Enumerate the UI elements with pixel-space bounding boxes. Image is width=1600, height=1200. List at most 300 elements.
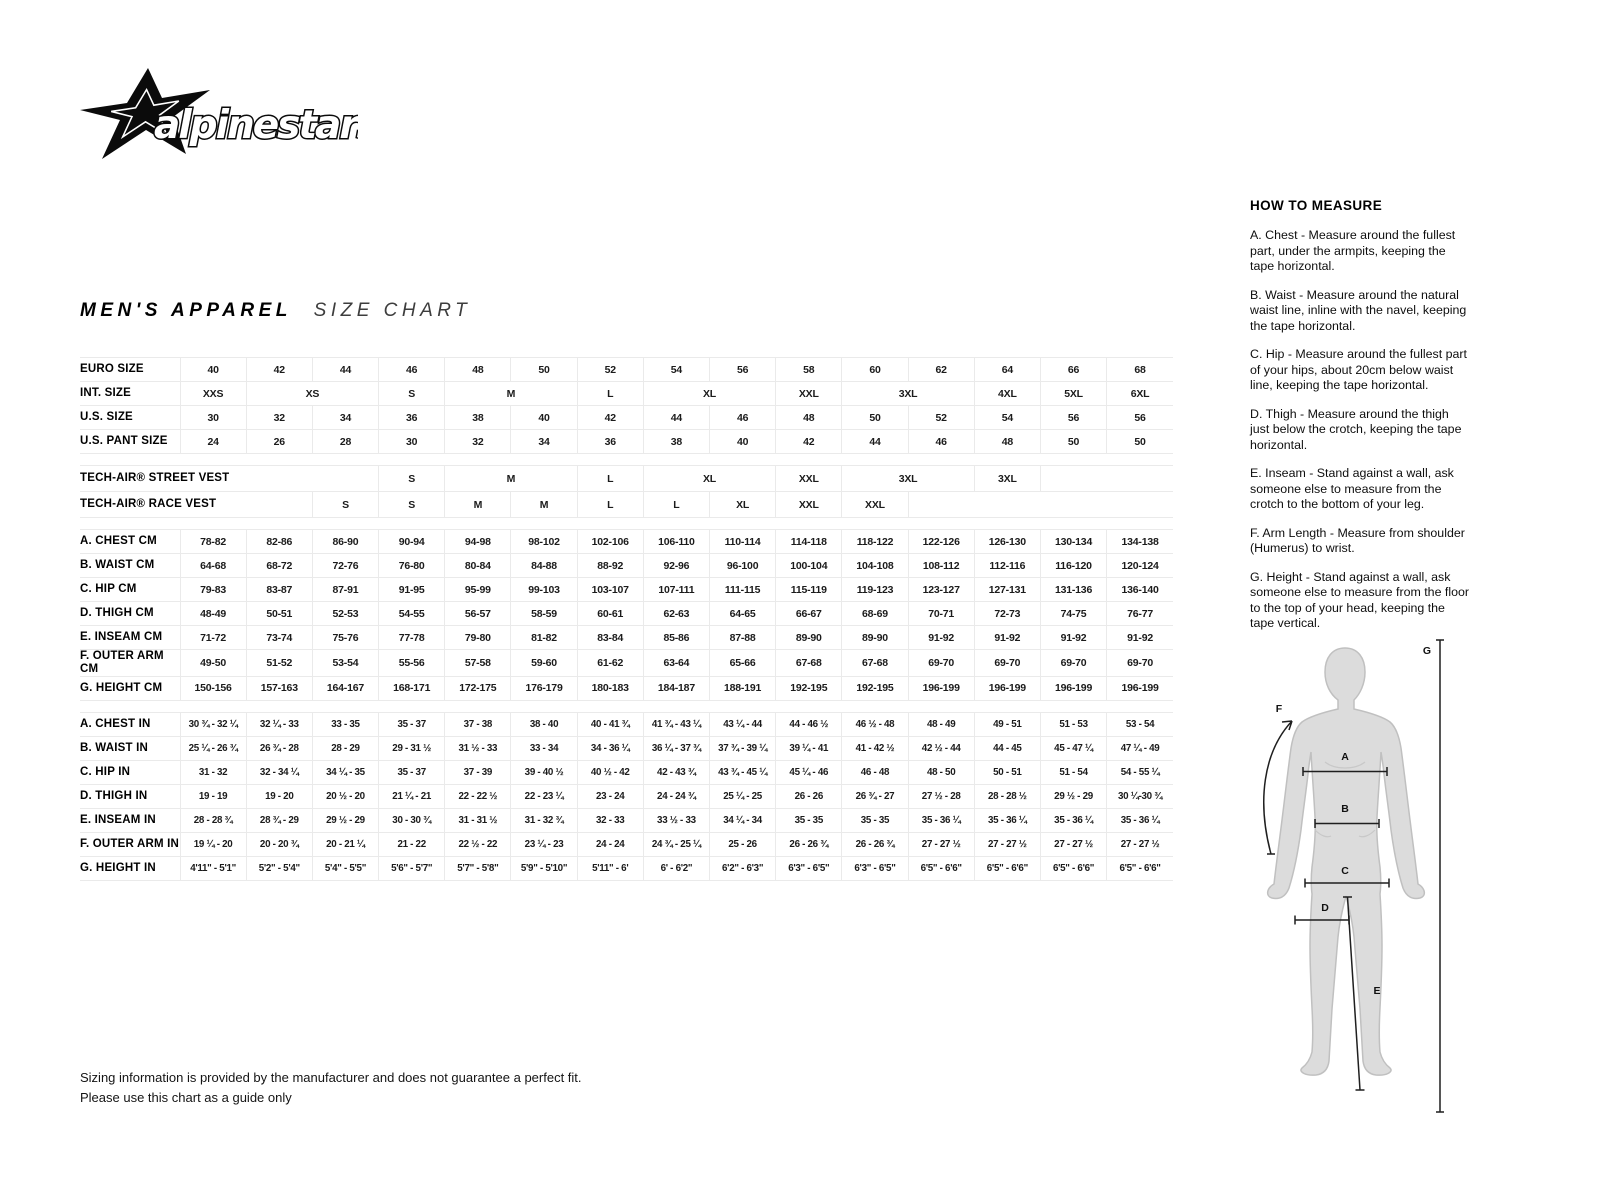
size-cell: L [577, 382, 643, 406]
size-cell: 6'5" - 6'6" [1107, 856, 1173, 880]
size-cell: 44 - 45 [974, 736, 1040, 760]
size-cell: 91-92 [974, 626, 1040, 650]
size-cell: 53-54 [312, 650, 378, 677]
size-cell: 91-95 [379, 578, 445, 602]
size-cell: 5'9" - 5'10" [511, 856, 577, 880]
size-cell: 49 - 51 [974, 712, 1040, 736]
size-cell: 32 [445, 430, 511, 454]
size-cell: 27 - 27 ½ [1107, 832, 1173, 856]
size-cell: 76-77 [1107, 602, 1173, 626]
size-cell: 54-55 [379, 602, 445, 626]
size-cell: 6XL [1107, 382, 1173, 406]
size-cell: 48 [445, 358, 511, 382]
size-cell: 34 - 36 ¼ [577, 736, 643, 760]
size-cell: 43 ¼ - 44 [710, 712, 776, 736]
size-cell: 27 - 27 ½ [908, 832, 974, 856]
size-cell: 20 - 21 ¼ [312, 832, 378, 856]
size-cell: 34 ¼ - 34 [710, 808, 776, 832]
size-cell: 100-104 [776, 554, 842, 578]
size-cell: 3XL [842, 466, 974, 492]
size-cell: 5'6" - 5'7" [379, 856, 445, 880]
table-row [80, 554, 1173, 578]
row-label: B. WAIST CM [80, 559, 155, 572]
size-cell: 26 ¾ - 27 [842, 784, 908, 808]
size-cell: 120-124 [1107, 554, 1173, 578]
size-cell: 34 ¼ - 35 [312, 760, 378, 784]
size-cell: 79-83 [180, 578, 246, 602]
size-cell: 91-92 [1040, 626, 1106, 650]
size-cell: 5'4" - 5'5" [312, 856, 378, 880]
size-cell: 48 [974, 430, 1040, 454]
size-cell: 56 [1040, 406, 1106, 430]
size-cell: 80-84 [445, 554, 511, 578]
size-cell: 6'5" - 6'6" [974, 856, 1040, 880]
table-row [80, 712, 1173, 736]
size-cell: 61-62 [577, 650, 643, 677]
size-cell: 81-82 [511, 626, 577, 650]
page-title-secondary: SIZE CHART [313, 300, 472, 321]
size-cell: 118-122 [842, 530, 908, 554]
size-cell: 35 - 37 [379, 712, 445, 736]
size-cell: 50 [842, 406, 908, 430]
size-cell: 54 [643, 358, 709, 382]
size-cell: 20 - 20 ¾ [246, 832, 312, 856]
footer-line-2: Please use this chart as a guide only [80, 1089, 292, 1105]
size-cell: 48 - 49 [908, 712, 974, 736]
size-cell: 122-126 [908, 530, 974, 554]
size-cell: XS [246, 382, 378, 406]
size-cell: 115-119 [776, 578, 842, 602]
measure-instruction: A. Chest - Measure around the fullest part, under the armpits, keeping the tape horizontal. [1250, 228, 1456, 273]
size-cell: 60 [842, 358, 908, 382]
size-cell: 89-90 [776, 626, 842, 650]
size-cell: 32 ¼ - 33 [246, 712, 312, 736]
size-cell: 33 ½ - 33 [643, 808, 709, 832]
label-waist: B [1341, 803, 1349, 815]
size-cell: XXL [842, 492, 908, 518]
size-cell: 51 - 54 [1040, 760, 1106, 784]
size-cell: 87-88 [710, 626, 776, 650]
size-cell: 136-140 [1107, 578, 1173, 602]
size-cell: 168-171 [379, 676, 445, 700]
size-cell: S [379, 466, 445, 492]
size-cell: 3XL [974, 466, 1040, 492]
size-cell: 75-76 [312, 626, 378, 650]
size-cell: 69-70 [1040, 650, 1106, 677]
how-to-measure-heading: HOW TO MEASURE [1250, 198, 1383, 213]
size-cell: XL [643, 382, 775, 406]
size-cell [908, 492, 1173, 518]
size-cell: 95-99 [445, 578, 511, 602]
body-figure-icon [1243, 612, 1453, 1122]
size-cell: 26 - 26 ¾ [776, 832, 842, 856]
size-cell: 32 [246, 406, 312, 430]
row-label: C. HIP CM [80, 583, 137, 596]
size-cell: 58-59 [511, 602, 577, 626]
size-cell: 3XL [842, 382, 974, 406]
size-cell: 26 [246, 430, 312, 454]
table-row [80, 626, 1173, 650]
table-group-tech-air-vests [80, 465, 1173, 518]
size-cell: 102-106 [577, 530, 643, 554]
row-label: B. WAIST IN [80, 741, 149, 754]
size-cell: XXL [776, 492, 842, 518]
size-cell: 41 ¾ - 43 ¼ [643, 712, 709, 736]
row-label: E. INSEAM IN [80, 813, 156, 826]
size-cell: 96-100 [710, 554, 776, 578]
alpinestars-logo-graphic [78, 66, 358, 162]
size-cell: 66-67 [776, 602, 842, 626]
size-cell: XL [643, 466, 775, 492]
size-cell: 44 [312, 358, 378, 382]
size-cell: 126-130 [974, 530, 1040, 554]
table-row [80, 832, 1173, 856]
size-cell: 32 - 33 [577, 808, 643, 832]
size-cell: 176-179 [511, 676, 577, 700]
footer-line-1: Sizing information is provided by the manufacturer and does not guarantee a perfect fit. [80, 1070, 582, 1085]
size-cell: 25 ¼ - 25 [710, 784, 776, 808]
size-cell: 112-116 [974, 554, 1040, 578]
size-cell: XXS [180, 382, 246, 406]
size-cell: M [445, 382, 577, 406]
size-cell: 56-57 [445, 602, 511, 626]
row-label: E. INSEAM CM [80, 631, 163, 644]
size-cell: 45 - 47 ¼ [1040, 736, 1106, 760]
row-label: INT. SIZE [80, 387, 132, 400]
size-cell: 26 ¾ - 28 [246, 736, 312, 760]
size-cell: 45 ¼ - 46 [776, 760, 842, 784]
size-cell: 23 ¼ - 23 [511, 832, 577, 856]
size-cell: 67-68 [842, 650, 908, 677]
size-cell: 40 [511, 406, 577, 430]
size-cell: 31 - 32 ¾ [511, 808, 577, 832]
size-cell: 44 - 46 ½ [776, 712, 842, 736]
size-cell: 85-86 [643, 626, 709, 650]
size-cell: 91-92 [1107, 626, 1173, 650]
label-height: G [1422, 645, 1431, 657]
size-cell: 21 - 22 [379, 832, 445, 856]
size-cell: 38 [643, 430, 709, 454]
size-cell: 5XL [1040, 382, 1106, 406]
size-cell: 27 ½ - 28 [908, 784, 974, 808]
size-cell: 108-112 [908, 554, 974, 578]
table-row [80, 530, 1173, 554]
size-cell: 89-90 [842, 626, 908, 650]
size-cell: 196-199 [1040, 676, 1106, 700]
row-label: U.S. PANT SIZE [80, 435, 168, 448]
row-label: F. OUTER ARM IN [80, 837, 180, 850]
logo-wordmark: alpinestars [154, 103, 358, 148]
size-cell: 22 - 22 ½ [445, 784, 511, 808]
size-cell: 22 - 23 ¼ [511, 784, 577, 808]
table-row [80, 492, 1173, 518]
size-cell: 32 - 34 ¼ [246, 760, 312, 784]
table-row [80, 578, 1173, 602]
size-cell: 46 - 48 [842, 760, 908, 784]
size-chart-table [80, 357, 1173, 892]
size-cell: 58 [776, 358, 842, 382]
page-title-primary: MEN'S APPAREL [80, 300, 292, 321]
size-cell: 24 ¾ - 25 ¼ [643, 832, 709, 856]
size-cell: 67-68 [776, 650, 842, 677]
label-hip: C [1341, 865, 1349, 877]
size-cell: 62 [908, 358, 974, 382]
row-label: TECH-AIR® RACE VEST [80, 498, 217, 511]
size-cell: 119-123 [842, 578, 908, 602]
size-cell: 46 [379, 358, 445, 382]
page-title [80, 300, 471, 322]
size-cell: 111-115 [710, 578, 776, 602]
row-label: F. OUTER ARM CM [80, 650, 164, 675]
size-cell: 30 ¼-30 ¾ [1107, 784, 1173, 808]
size-cell: 37 ¾ - 39 ¼ [710, 736, 776, 760]
size-cell: 35 - 36 ¼ [974, 808, 1040, 832]
size-cell: 114-118 [776, 530, 842, 554]
measure-instruction: C. Hip - Measure around the fullest part of your hips, about 20cm below waist line, keeping the tape horizontal. [1250, 347, 1467, 392]
size-cell: 83-84 [577, 626, 643, 650]
size-cell: 52 [908, 406, 974, 430]
size-cell: 36 [379, 406, 445, 430]
size-cell: 6'3" - 6'5" [842, 856, 908, 880]
size-cell: 27 - 27 ½ [1040, 832, 1106, 856]
body-silhouette [1268, 648, 1425, 1075]
height-measure-line [1436, 640, 1444, 1112]
size-cell: 196-199 [908, 676, 974, 700]
size-cell: 28 - 28 ½ [974, 784, 1040, 808]
size-cell: 6'3" - 6'5" [776, 856, 842, 880]
size-cell: 28 ¾ - 29 [246, 808, 312, 832]
size-cell: 35 - 36 ¼ [1107, 808, 1173, 832]
size-cell: 42 ½ - 44 [908, 736, 974, 760]
size-cell: 30 - 30 ¾ [379, 808, 445, 832]
table-row [80, 430, 1173, 454]
size-cell: 31 ½ - 33 [445, 736, 511, 760]
size-cell: 63-64 [643, 650, 709, 677]
table-group-measurements-cm [80, 529, 1173, 701]
measurement-diagram [1243, 612, 1453, 1127]
size-cell: 19 - 19 [180, 784, 246, 808]
size-cell: 180-183 [577, 676, 643, 700]
size-cell: 77-78 [379, 626, 445, 650]
row-label: C. HIP IN [80, 765, 131, 778]
size-cell [1040, 466, 1173, 492]
row-label: G. HEIGHT CM [80, 681, 163, 694]
size-cell: 23 - 24 [577, 784, 643, 808]
size-cell: 4XL [974, 382, 1040, 406]
size-cell: 131-136 [1040, 578, 1106, 602]
size-cell: L [577, 492, 643, 518]
size-cell: L [643, 492, 709, 518]
size-cell: 34 [312, 406, 378, 430]
size-cell: 116-120 [1040, 554, 1106, 578]
size-cell: 64-68 [180, 554, 246, 578]
table-row [80, 466, 1173, 492]
size-cell: 36 ¼ - 37 ¾ [643, 736, 709, 760]
size-cell: 50-51 [246, 602, 312, 626]
size-cell: 35 - 36 ¼ [1040, 808, 1106, 832]
size-cell: 91-92 [908, 626, 974, 650]
size-cell: 104-108 [842, 554, 908, 578]
size-cell: 20 ½ - 20 [312, 784, 378, 808]
size-cell: 25 ¼ - 26 ¾ [180, 736, 246, 760]
size-cell: 51 - 53 [1040, 712, 1106, 736]
size-cell: 52 [577, 358, 643, 382]
size-cell: 31 - 32 [180, 760, 246, 784]
size-cell: 5'2" - 5'4" [246, 856, 312, 880]
size-cell: 35 - 35 [776, 808, 842, 832]
row-label: D. THIGH CM [80, 607, 154, 620]
size-cell: 5'11" - 6' [577, 856, 643, 880]
size-cell: 48 [776, 406, 842, 430]
size-cell: 98-102 [511, 530, 577, 554]
table-row [80, 760, 1173, 784]
size-cell: 184-187 [643, 676, 709, 700]
size-cell: 40 - 41 ¾ [577, 712, 643, 736]
size-cell: 64-65 [710, 602, 776, 626]
size-cell: 196-199 [974, 676, 1040, 700]
size-cell: M [511, 492, 577, 518]
measure-instruction: G. Height - Stand against a wall, ask someone else to measure from the floor to the top of your head, keeping the tape vertical. [1250, 569, 1470, 630]
size-cell: M [445, 492, 511, 518]
size-cell: 127-131 [974, 578, 1040, 602]
size-cell: XL [710, 492, 776, 518]
size-cell: 28 [312, 430, 378, 454]
size-cell: 44 [842, 430, 908, 454]
size-cell: 92-96 [643, 554, 709, 578]
size-cell: 49-50 [180, 650, 246, 677]
size-cell: 37 - 38 [445, 712, 511, 736]
label-chest: A [1341, 751, 1349, 763]
measure-instruction: B. Waist - Measure around the natural waist line, inline with the navel, keeping the tape horizontal. [1250, 287, 1467, 333]
size-cell: 134-138 [1107, 530, 1173, 554]
size-cell: 51-52 [246, 650, 312, 677]
size-cell: 68-69 [842, 602, 908, 626]
how-to-measure-panel [1250, 198, 1470, 645]
size-cell: 123-127 [908, 578, 974, 602]
size-cell: 28 - 29 [312, 736, 378, 760]
size-cell: 150-156 [180, 676, 246, 700]
size-cell: 86-90 [312, 530, 378, 554]
size-cell: 68-72 [246, 554, 312, 578]
size-cell: 55-56 [379, 650, 445, 677]
size-cell: 6'5" - 6'6" [1040, 856, 1106, 880]
size-cell: 46 [710, 406, 776, 430]
size-cell: L [577, 466, 643, 492]
table-row [80, 808, 1173, 832]
size-cell: 48-49 [180, 602, 246, 626]
size-cell: 29 ½ - 29 [312, 808, 378, 832]
size-cell: 35 - 36 ¼ [908, 808, 974, 832]
alpinestars-logo [78, 66, 358, 167]
size-cell: 42 [246, 358, 312, 382]
size-cell: 188-191 [710, 676, 776, 700]
table-row [80, 382, 1173, 406]
size-cell: 73-74 [246, 626, 312, 650]
size-cell: 40 ½ - 42 [577, 760, 643, 784]
size-cell: 56 [710, 358, 776, 382]
size-cell: 56 [1107, 406, 1173, 430]
size-cell: 29 ½ - 29 [1040, 784, 1106, 808]
size-cell: 6'5" - 6'6" [908, 856, 974, 880]
size-cell: 4'11" - 5'1" [180, 856, 246, 880]
size-cell: 22 ½ - 22 [445, 832, 511, 856]
table-row [80, 676, 1173, 700]
size-cell: S [379, 382, 445, 406]
size-cell: 36 [577, 430, 643, 454]
size-cell: 90-94 [379, 530, 445, 554]
size-cell: 66 [1040, 358, 1106, 382]
size-cell: 68 [1107, 358, 1173, 382]
size-cell: 31 - 31 ½ [445, 808, 511, 832]
footer-note [80, 1068, 582, 1107]
table-row [80, 856, 1173, 880]
size-cell: XXL [776, 466, 842, 492]
table-row [80, 784, 1173, 808]
size-cell: 42 - 43 ¾ [643, 760, 709, 784]
size-cell: 27 - 27 ½ [974, 832, 1040, 856]
size-cell: 46 [908, 430, 974, 454]
size-cell: 54 [974, 406, 1040, 430]
size-cell: 157-163 [246, 676, 312, 700]
size-cell: 106-110 [643, 530, 709, 554]
size-cell: 33 - 34 [511, 736, 577, 760]
size-cell: 72-73 [974, 602, 1040, 626]
table-row [80, 602, 1173, 626]
size-cell: 35 - 35 [842, 808, 908, 832]
size-cell: 44 [643, 406, 709, 430]
size-cell: 65-66 [710, 650, 776, 677]
size-cell: 35 - 37 [379, 760, 445, 784]
size-cell: 30 [180, 406, 246, 430]
size-cell: 43 ¾ - 45 ¼ [710, 760, 776, 784]
table-group-sizes [80, 357, 1173, 454]
size-cell: 40 [710, 430, 776, 454]
size-cell: 192-195 [842, 676, 908, 700]
size-cell: 74-75 [1040, 602, 1106, 626]
size-cell: 130-134 [1040, 530, 1106, 554]
size-cell: 26 - 26 [776, 784, 842, 808]
size-cell: 192-195 [776, 676, 842, 700]
measure-instruction: D. Thigh - Measure around the thigh just below the crotch, keeping the tape horizontal. [1250, 406, 1462, 452]
row-label: EURO SIZE [80, 363, 144, 376]
size-cell: 42 [776, 430, 842, 454]
size-cell: 50 - 51 [974, 760, 1040, 784]
size-cell: 24 - 24 ¾ [643, 784, 709, 808]
row-label: U.S. SIZE [80, 411, 133, 424]
row-label: G. HEIGHT IN [80, 861, 156, 874]
size-cell: 78-82 [180, 530, 246, 554]
size-cell: 25 - 26 [710, 832, 776, 856]
size-cell: S [312, 492, 378, 518]
size-cell: 24 [180, 430, 246, 454]
size-cell: 72-76 [312, 554, 378, 578]
size-cell: 196-199 [1107, 676, 1173, 700]
size-cell: 46 ½ - 48 [842, 712, 908, 736]
size-cell: 60-61 [577, 602, 643, 626]
size-cell: 64 [974, 358, 1040, 382]
size-cell: 110-114 [710, 530, 776, 554]
size-cell: 52-53 [312, 602, 378, 626]
size-cell: 33 - 35 [312, 712, 378, 736]
size-cell: 99-103 [511, 578, 577, 602]
measure-instruction: E. Inseam - Stand against a wall, ask someone else to measure from the crotch to the bottom of your leg. [1250, 466, 1454, 511]
size-cell: 38 - 40 [511, 712, 577, 736]
row-label: A. CHEST CM [80, 535, 157, 548]
size-cell: 69-70 [908, 650, 974, 677]
size-cell: 83-87 [246, 578, 312, 602]
size-cell: 21 ¼ - 21 [379, 784, 445, 808]
size-cell: 39 - 40 ½ [511, 760, 577, 784]
